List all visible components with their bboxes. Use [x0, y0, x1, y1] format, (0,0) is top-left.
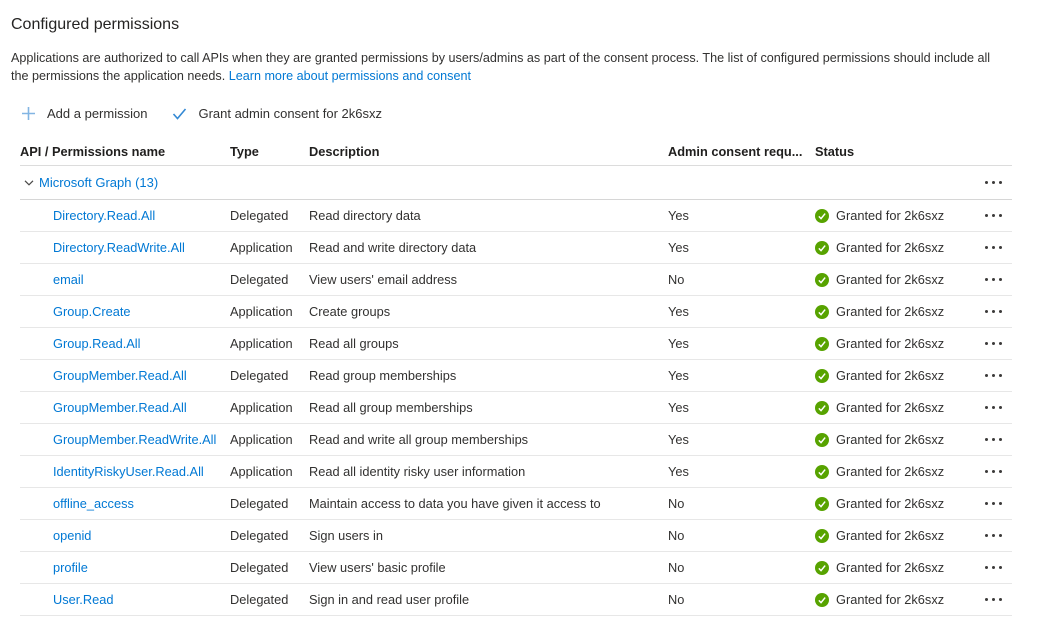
row-more-button[interactable] [985, 392, 1012, 423]
permissions-table [20, 137, 1012, 616]
status-text: Granted for 2k6sxz [836, 528, 945, 543]
permission-description: Read directory data [309, 208, 421, 223]
permission-type: Application [230, 240, 293, 255]
permission-row [20, 392, 1012, 424]
admin-consent-required-value: Yes [668, 336, 689, 351]
permission-description: Sign users in [309, 528, 383, 543]
status-badge [815, 528, 985, 543]
granted-check-icon [815, 273, 829, 287]
api-group-name [20, 175, 985, 190]
permission-name-link[interactable]: GroupMember.Read.All [53, 400, 187, 415]
row-more-button[interactable] [985, 488, 1012, 519]
admin-consent-required-value: Yes [668, 304, 689, 319]
permission-name-link[interactable]: Directory.ReadWrite.All [53, 240, 185, 255]
check-icon [172, 106, 187, 121]
permission-type: Application [230, 336, 293, 351]
grant-admin-consent-label: Grant admin consent for 2k6sxz [198, 105, 382, 121]
granted-check-icon [815, 209, 829, 223]
header-status: Status [815, 143, 855, 159]
description-text: Applications are authorized to call APIs when they are granted permissions by users/admins as part of the consent process. The list of configured permissions should include all the permissions the application needs. [11, 51, 991, 83]
status-text: Granted for 2k6sxz [836, 464, 945, 479]
group-more-button[interactable] [985, 166, 1012, 199]
row-more-button[interactable] [985, 552, 1012, 583]
permission-name-link[interactable]: IdentityRiskyUser.Read.All [53, 464, 204, 479]
api-group-row [20, 166, 1012, 200]
permission-name-link[interactable]: User.Read [53, 592, 114, 607]
row-more-button[interactable] [985, 200, 1012, 231]
admin-consent-required-value: No [668, 272, 685, 287]
row-more-button[interactable] [985, 424, 1012, 455]
row-more-button[interactable] [985, 232, 1012, 263]
permission-row [20, 360, 1012, 392]
granted-check-icon [815, 433, 829, 447]
permission-name-link[interactable]: Directory.Read.All [53, 208, 156, 223]
status-text: Granted for 2k6sxz [836, 336, 945, 351]
status-text: Granted for 2k6sxz [836, 432, 945, 447]
permission-name-link[interactable]: Group.Read.All [53, 336, 141, 351]
status-text: Granted for 2k6sxz [836, 240, 945, 255]
permission-row [20, 200, 1012, 232]
permission-name-link[interactable]: openid [53, 528, 92, 543]
header-type: Type [230, 143, 259, 159]
granted-check-icon [815, 497, 829, 511]
admin-consent-required-value: Yes [668, 240, 689, 255]
granted-check-icon [815, 241, 829, 255]
status-text: Granted for 2k6sxz [836, 496, 945, 511]
admin-consent-required-value: No [668, 592, 685, 607]
permission-row [20, 232, 1012, 264]
granted-check-icon [815, 401, 829, 415]
admin-consent-required-value: Yes [668, 368, 689, 383]
permission-description: Read and write directory data [309, 240, 477, 255]
permission-type: Delegated [230, 368, 289, 383]
header-admin-consent-required: Admin consent requ... [668, 143, 803, 159]
granted-check-icon [815, 529, 829, 543]
page-title: Configured permissions [11, 16, 180, 33]
status-text: Granted for 2k6sxz [836, 272, 945, 287]
status-text: Granted for 2k6sxz [836, 560, 945, 575]
permission-description: Read all group memberships [309, 400, 473, 415]
permission-name-link[interactable]: GroupMember.ReadWrite.All [53, 432, 217, 447]
permission-name-link[interactable]: offline_access [53, 496, 134, 511]
permission-type: Delegated [230, 528, 289, 543]
granted-check-icon [815, 337, 829, 351]
permission-type: Application [230, 304, 293, 319]
permission-description: Read all groups [309, 336, 399, 351]
row-more-button[interactable] [985, 264, 1012, 295]
permission-description: Read all identity risky user information [309, 464, 526, 479]
granted-check-icon [815, 465, 829, 479]
header-description: Description [309, 143, 380, 159]
row-more-button[interactable] [985, 456, 1012, 487]
row-more-button[interactable] [985, 328, 1012, 359]
permission-name-link[interactable]: GroupMember.Read.All [53, 368, 187, 383]
granted-check-icon [815, 369, 829, 383]
admin-consent-required-value: No [668, 560, 685, 575]
row-more-button[interactable] [985, 296, 1012, 327]
permission-description: Maintain access to data you have given it access to [309, 496, 601, 511]
chevron-down-icon[interactable] [22, 176, 36, 190]
permission-type: Delegated [230, 272, 289, 287]
permission-description: Read group memberships [309, 368, 457, 383]
permission-description: View users' basic profile [309, 560, 446, 575]
permission-row [20, 296, 1012, 328]
permission-type: Application [230, 464, 293, 479]
permission-row [20, 264, 1012, 296]
permission-name-link[interactable]: Group.Create [53, 304, 131, 319]
status-badge [815, 400, 985, 415]
permission-type: Application [230, 432, 293, 447]
permission-row [20, 488, 1012, 520]
status-badge [815, 432, 985, 447]
row-more-button[interactable] [985, 584, 1012, 615]
permission-row [20, 424, 1012, 456]
plus-icon [21, 106, 36, 121]
permission-description: Sign in and read user profile [309, 592, 470, 607]
permission-type: Delegated [230, 496, 289, 511]
row-more-button[interactable] [985, 520, 1012, 551]
grant-admin-consent-button[interactable] [172, 106, 382, 121]
permission-type: Delegated [230, 560, 289, 575]
add-permission-label: Add a permission [47, 105, 148, 121]
status-badge [815, 464, 985, 479]
status-badge [815, 368, 985, 383]
status-badge [815, 560, 985, 575]
permission-name-link[interactable]: email [53, 272, 84, 287]
status-badge [815, 336, 985, 351]
header-api-permissions-name: API / Permissions name [20, 143, 166, 159]
add-permission-button[interactable] [21, 106, 147, 121]
status-text: Granted for 2k6sxz [836, 400, 945, 415]
status-badge [815, 496, 985, 511]
status-text: Granted for 2k6sxz [836, 368, 945, 383]
permission-type: Delegated [230, 592, 289, 607]
permission-type: Delegated [230, 208, 289, 223]
status-badge [815, 208, 985, 223]
permission-name-link[interactable]: profile [53, 560, 88, 575]
permission-description: Read and write all group memberships [309, 432, 529, 447]
row-more-button[interactable] [985, 360, 1012, 391]
toolbar [11, 103, 1012, 123]
permission-row [20, 456, 1012, 488]
admin-consent-required-value: Yes [668, 208, 689, 223]
admin-consent-required-value: Yes [668, 432, 689, 447]
status-text: Granted for 2k6sxz [836, 208, 945, 223]
granted-check-icon [815, 305, 829, 319]
table-body [20, 200, 1012, 616]
permission-description: View users' email address [309, 272, 458, 287]
status-badge [815, 240, 985, 255]
description [11, 49, 1009, 85]
table-header-row [20, 137, 1012, 166]
admin-consent-required-value: Yes [668, 400, 689, 415]
granted-check-icon [815, 593, 829, 607]
status-badge [815, 272, 985, 287]
status-badge [815, 592, 985, 607]
status-text: Granted for 2k6sxz [836, 304, 945, 319]
status-badge [815, 304, 985, 319]
permission-row [20, 552, 1012, 584]
permission-description: Create groups [309, 304, 391, 319]
admin-consent-required-value: No [668, 528, 685, 543]
status-text: Granted for 2k6sxz [836, 592, 945, 607]
learn-more-link[interactable]: Learn more about permissions and consent [228, 69, 471, 83]
granted-check-icon [815, 561, 829, 575]
microsoft-graph-link[interactable]: Microsoft Graph (13) [39, 175, 159, 190]
permission-row [20, 584, 1012, 616]
admin-consent-required-value: No [668, 496, 685, 511]
permission-row [20, 328, 1012, 360]
permission-row [20, 520, 1012, 552]
permission-type: Application [230, 400, 293, 415]
admin-consent-required-value: Yes [668, 464, 689, 479]
